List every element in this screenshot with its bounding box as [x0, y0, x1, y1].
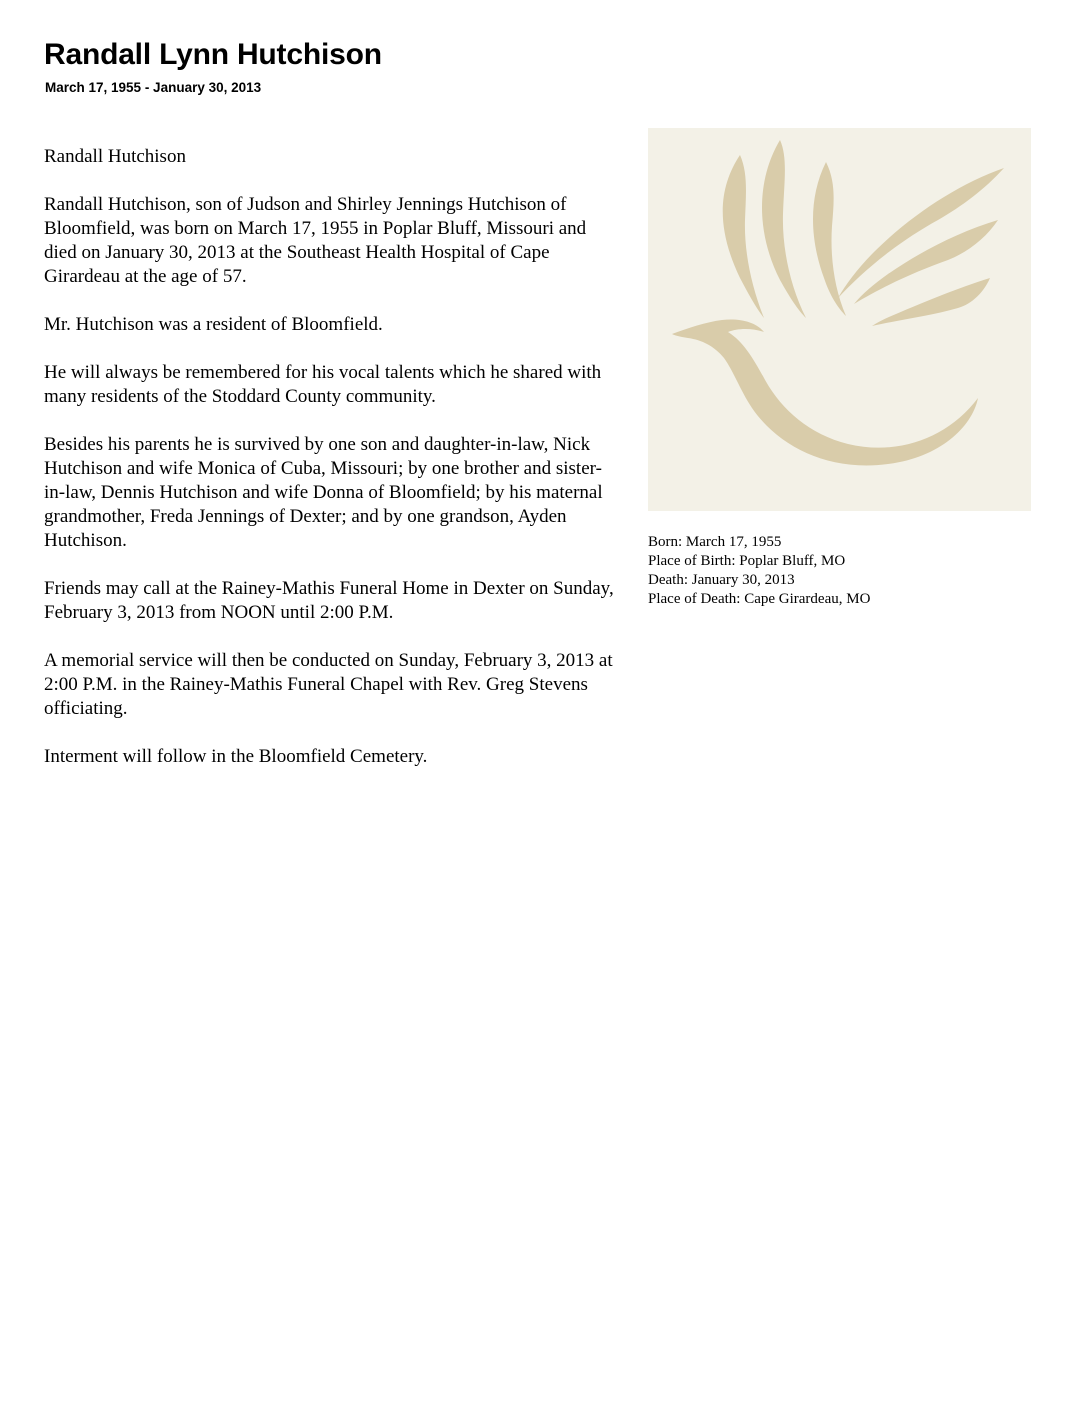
obituary-paragraph: Randall Hutchison: [44, 146, 186, 167]
life-dates: March 17, 1955 - January 30, 2013: [45, 80, 262, 95]
dove-wing-feather: [723, 155, 764, 318]
dove-wing-feather: [872, 278, 990, 326]
obituary-paragraph: Interment will follow in the Bloomfield Cemetery.: [44, 746, 428, 767]
obituary-paragraph: Randall Hutchison, son of Judson and Shirley Jennings Hutchison of Bloomfield, was born on March 17, 1955 in Poplar Bluff, Missouri and died on January 30, 2013 at the Southeast Health Hospital of Cape Girardeau at the age of 57.: [44, 194, 587, 287]
obituary-paragraph: A memorial service will then be conducted on Sunday, February 3, 2013 at 2:00 P.M. in the Rainey-Mathis Funeral Chapel with Rev. Greg Stevens officiating.: [44, 650, 613, 719]
dove-wing-feather: [762, 140, 806, 318]
place-of-birth: Place of Birth: Poplar Bluff, MO: [648, 553, 846, 569]
death-date: Death: January 30, 2013: [648, 572, 795, 588]
vital-details: [648, 533, 1048, 609]
born-date: Born: March 17, 1955: [648, 534, 782, 550]
dove-body: [672, 320, 978, 466]
dove-icon: [648, 128, 1031, 511]
obituary-paragraph: Besides his parents he is survived by one son and daughter-in-law, Nick Hutchison and wife Monica of Cuba, Missouri; by one brother and sister-in-law, Dennis Hutchison and wife Donna of Bloomfield; by his maternal grandmother, Freda Jennings of Dexter; and by one grandson, Ayden Hutchison.: [44, 434, 603, 551]
obituary-paragraph: Mr. Hutchison was a resident of Bloomfield.: [44, 314, 383, 335]
obituary-paragraph: Friends may call at the Rainey-Mathis Funeral Home in Dexter on Sunday, February 3, 2013 from NOON until 2:00 P.M.: [44, 578, 614, 623]
page-title: Randall Lynn Hutchison: [44, 38, 382, 71]
place-of-death: Place of Death: Cape Girardeau, MO: [648, 591, 871, 607]
obituary-paragraph: He will always be remembered for his vocal talents which he shared with many residents of the Stoddard County community.: [44, 362, 602, 407]
obituary-text: [44, 145, 614, 793]
memorial-image: [648, 128, 1031, 511]
